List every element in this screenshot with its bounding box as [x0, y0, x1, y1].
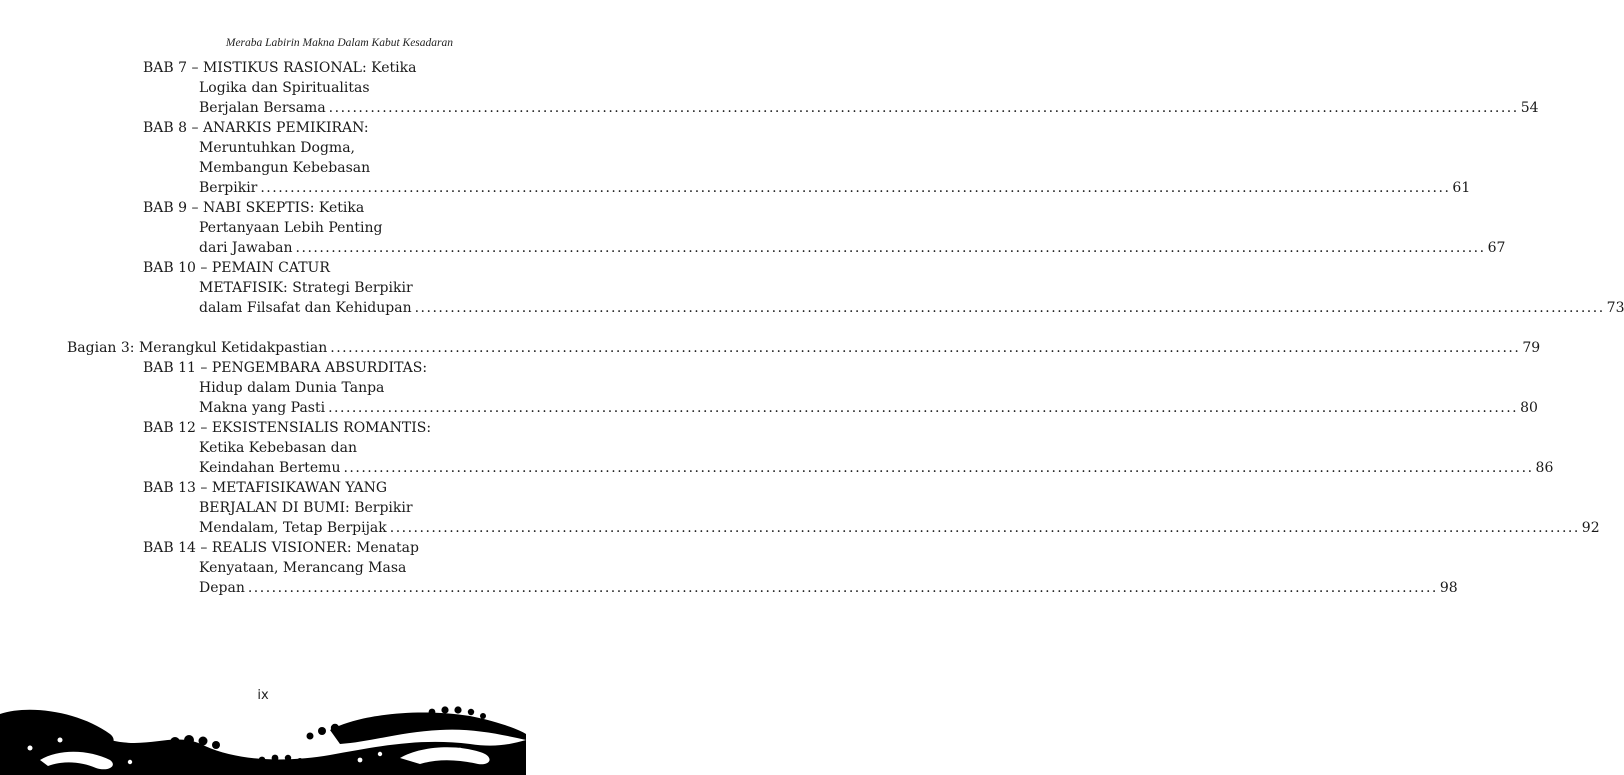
- dot-leader: ........................................................................................................................................................................................................: [247, 580, 1438, 596]
- page-number: ix: [257, 688, 269, 703]
- toc-chapter-title-continued: Makna yang Pasti: [199, 400, 326, 416]
- toc-chapter-title: BAB 10 – PEMAIN CATUR: [143, 260, 330, 276]
- toc-line: [0, 118, 526, 138]
- batik-swirl-ornament-icon: [0, 700, 526, 775]
- toc-page-number: 98: [1439, 580, 1458, 596]
- toc-chapter-title-continued: Depan: [199, 580, 245, 596]
- dot-leader: ........................................................................................................................................................................................................: [389, 520, 1580, 536]
- dot-leader: ........................................................................................................................................................................................................: [330, 340, 1521, 356]
- toc-chapter-entry[interactable]: [0, 58, 1539, 118]
- toc-line: [0, 178, 1471, 198]
- toc-line: [0, 578, 1458, 598]
- toc-chapter-title-continued: Keindahan Bertemu: [199, 460, 341, 476]
- toc-chapter-title-continued: dalam Filsafat dan Kehidupan: [199, 300, 412, 316]
- toc-chapter-title-continued: Ketika Kebebasan dan: [199, 440, 357, 456]
- toc-page-number: 79: [1522, 340, 1541, 356]
- toc-chapter-title: BAB 7 – MISTIKUS RASIONAL: Ketika: [143, 60, 417, 76]
- toc-line: [0, 358, 526, 378]
- toc-page-number: 92: [1581, 520, 1600, 536]
- toc-chapter-title-continued: Kenyataan, Merancang Masa: [199, 560, 407, 576]
- toc-part-entry[interactable]: [0, 338, 1541, 358]
- toc-chapter-title: BAB 14 – REALIS VISIONER: Menatap: [143, 540, 419, 556]
- toc-line: [0, 438, 526, 458]
- toc-chapter-title-continued: Mendalam, Tetap Berpijak: [199, 520, 387, 536]
- toc-chapter-title-continued: Pertanyaan Lebih Penting: [199, 220, 383, 236]
- toc-line: [0, 518, 1600, 538]
- toc-page-number: 86: [1535, 460, 1554, 476]
- toc-line: [0, 478, 526, 498]
- toc-line: [0, 78, 526, 98]
- running-header: Meraba Labirin Makna Dalam Kabut Kesadaran: [225, 37, 453, 49]
- toc-line: [0, 278, 526, 298]
- toc-chapter-title: BAB 12 – EKSISTENSIALIS ROMANTIS:: [143, 420, 432, 436]
- toc-chapter-title-continued: Berpikir: [199, 180, 258, 196]
- toc-line: [0, 298, 1624, 318]
- toc-line: [0, 458, 1554, 478]
- toc-chapter-title-continued: Membangun Kebebasan: [199, 160, 371, 176]
- toc-chapter-title-continued: Meruntuhkan Dogma,: [199, 140, 355, 156]
- toc-line: [0, 498, 526, 518]
- toc-chapter-entry[interactable]: [0, 118, 1471, 198]
- toc-chapter-title-continued: dari Jawaban: [199, 240, 293, 256]
- part-2-chapter-list: [0, 58, 1624, 318]
- toc-chapter-title-continued: METAFISIK: Strategi Berpikir: [199, 280, 413, 296]
- toc-line: [0, 538, 526, 558]
- toc-chapter-entry[interactable]: [0, 418, 1554, 478]
- dot-leader: ........................................................................................................................................................................................................: [343, 460, 1534, 476]
- toc-chapter-title-continued: Hidup dalam Dunia Tanpa: [199, 380, 385, 396]
- toc-chapter-entry[interactable]: [0, 478, 1600, 538]
- toc-page-number: 67: [1487, 240, 1506, 256]
- toc-chapter-title: BAB 11 – PENGEMBARA ABSURDITAS:: [143, 360, 428, 376]
- dot-leader: ........................................................................................................................................................................................................: [260, 180, 1451, 196]
- table-of-contents: [0, 58, 1624, 598]
- toc-chapter-entry[interactable]: [0, 358, 1538, 418]
- toc-line: [0, 218, 526, 238]
- toc-line: [0, 138, 526, 158]
- toc-chapter-title-continued: Logika dan Spiritualitas: [199, 80, 370, 96]
- toc-line: [0, 98, 1539, 118]
- toc-page-number: 61: [1452, 180, 1471, 196]
- dot-leader: ........................................................................................................................................................................................................: [414, 300, 1605, 316]
- toc-part-title: Bagian 3: Merangkul Ketidakpastian: [67, 340, 328, 356]
- toc-line: [0, 378, 526, 398]
- toc-chapter-title: BAB 9 – NABI SKEPTIS: Ketika: [143, 200, 365, 216]
- toc-line: [0, 338, 1541, 358]
- toc-page-number: 80: [1520, 400, 1538, 416]
- toc-page-number: 73: [1606, 300, 1624, 316]
- toc-line: [0, 258, 526, 278]
- dot-leader: ........................................................................................................................................................................................................: [295, 240, 1486, 256]
- toc-chapter-entry[interactable]: [0, 538, 1458, 598]
- toc-chapter-title-continued: BERJALAN DI BUMI: Berpikir: [199, 500, 413, 516]
- toc-line: [0, 558, 526, 578]
- part-3-chapter-list: [0, 358, 1600, 598]
- toc-chapter-title: BAB 8 – ANARKIS PEMIKIRAN:: [143, 120, 369, 136]
- toc-chapter-title-continued: Berjalan Bersama: [199, 100, 326, 116]
- dot-leader: ........................................................................................................................................................................................................: [328, 100, 1519, 116]
- toc-page-number: 54: [1520, 100, 1539, 116]
- toc-chapter-entry[interactable]: [0, 258, 1624, 318]
- toc-chapter-entry[interactable]: [0, 198, 1506, 258]
- toc-line: [0, 238, 1506, 258]
- toc-chapter-title: BAB 13 – METAFISIKAWAN YANG: [143, 480, 388, 496]
- toc-line: [0, 418, 526, 438]
- toc-line: [0, 58, 526, 78]
- section-gap: [0, 318, 526, 338]
- toc-line: [0, 398, 1538, 418]
- dot-leader: ........................................................................................................................................................................................................: [328, 400, 1519, 416]
- toc-line: [0, 198, 526, 218]
- toc-line: [0, 158, 526, 178]
